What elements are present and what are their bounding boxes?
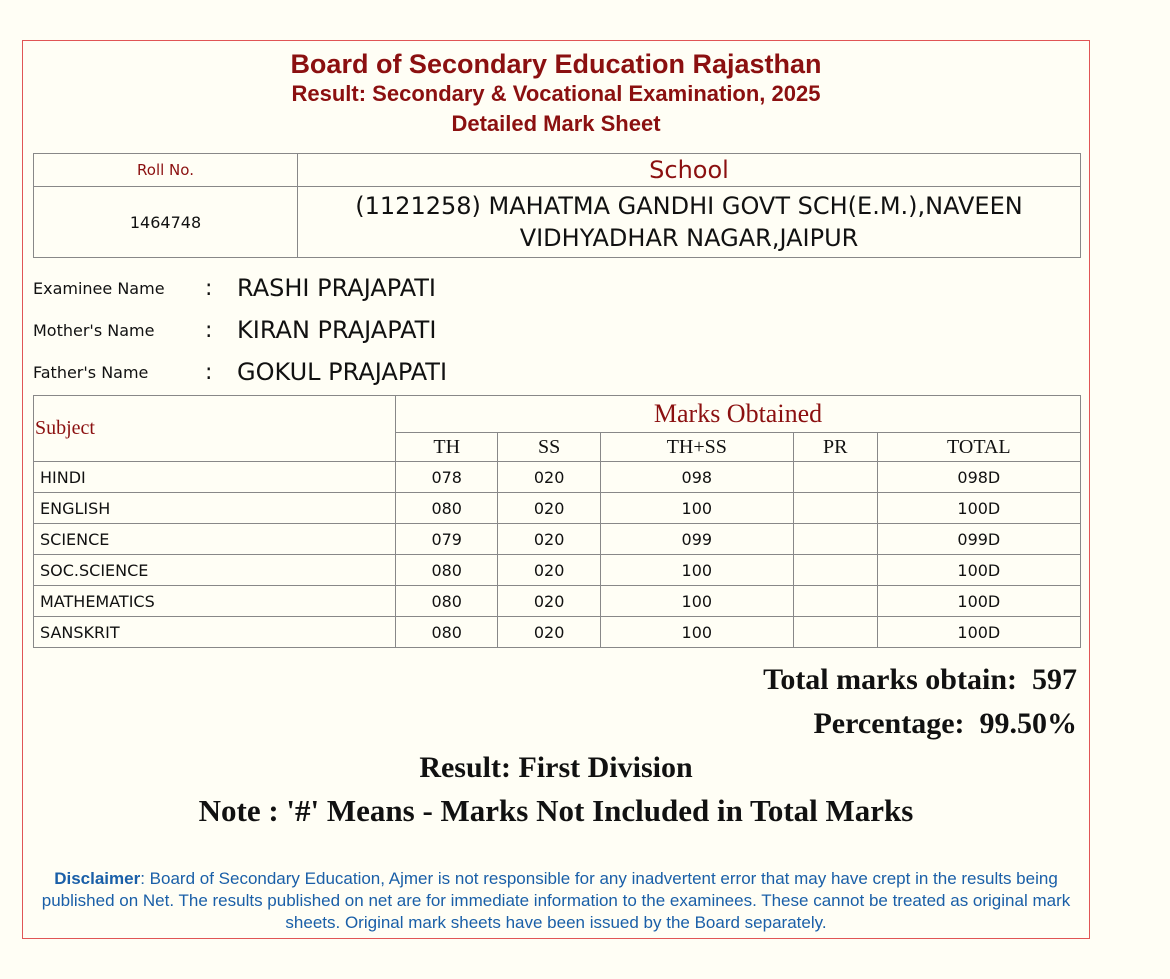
thss-cell: 099 [600, 524, 793, 555]
subject-cell: SOC.SCIENCE [34, 555, 396, 586]
subject-cell: HINDI [34, 462, 396, 493]
thss-cell: 100 [600, 493, 793, 524]
thss-cell: 100 [600, 555, 793, 586]
subject-cell: SANSKRIT [34, 617, 396, 648]
father-name: GOKUL PRAJAPATI [237, 358, 448, 386]
th-cell: 079 [396, 524, 498, 555]
total-cell: 098D [877, 462, 1080, 493]
mark-sheet [22, 40, 1090, 939]
th-cell: 080 [396, 586, 498, 617]
colon: : [205, 359, 213, 385]
total-cell: 100D [877, 493, 1080, 524]
col-header-pr: PR [793, 433, 877, 462]
table-row [34, 493, 1081, 524]
note: Note : '#' Means - Marks Not Included in Total Marks [198, 793, 914, 828]
th-cell: 080 [396, 617, 498, 648]
percentage-value: 99.50% [979, 707, 1077, 740]
subject-cell: MATHEMATICS [34, 586, 396, 617]
total-cell: 100D [877, 586, 1080, 617]
col-header-ss: SS [498, 433, 600, 462]
colon: : [205, 317, 213, 343]
col-header-th: TH [396, 433, 498, 462]
ss-cell: 020 [498, 493, 600, 524]
col-header-total: TOTAL [877, 433, 1080, 462]
percentage [813, 707, 1077, 741]
ss-cell: 020 [498, 586, 600, 617]
pr-cell [793, 493, 877, 524]
names-section [33, 267, 447, 393]
father-label: Father's Name [33, 362, 149, 382]
subject-header: Subject [34, 396, 396, 462]
school-value: (1121258) MAHATMA GANDHI GOVT SCH(E.M.),NAVEEN VIDHYADHAR NAGAR,JAIPUR [298, 187, 1081, 258]
examinee-name: RASHI PRAJAPATI [237, 274, 437, 302]
subject-cell: ENGLISH [34, 493, 396, 524]
roll-no-label: Roll No. [34, 154, 298, 187]
examinee-label: Examinee Name [33, 278, 165, 298]
ss-cell: 020 [498, 555, 600, 586]
roll-school-table [33, 153, 1081, 258]
mother-row [33, 309, 447, 351]
mother-label: Mother's Name [33, 320, 155, 340]
ss-cell: 020 [498, 617, 600, 648]
disclaimer-label: Disclaimer [54, 869, 141, 888]
total-marks-label: Total marks obtain: [763, 663, 1017, 696]
pr-cell [793, 586, 877, 617]
total-cell: 100D [877, 555, 1080, 586]
pr-cell [793, 462, 877, 493]
school-label: School [298, 154, 1081, 187]
header [23, 48, 1089, 140]
result-division: Result: First Division [419, 751, 693, 784]
percentage-label: Percentage: [813, 707, 965, 740]
thss-cell: 100 [600, 586, 793, 617]
roll-no-value: 1464748 [34, 187, 298, 258]
table-row [34, 555, 1081, 586]
ss-cell: 020 [498, 462, 600, 493]
pr-cell [793, 555, 877, 586]
result-title: Result: Secondary & Vocational Examination, 2025 [291, 81, 821, 106]
total-marks [763, 663, 1077, 697]
total-cell: 099D [877, 524, 1080, 555]
subject-cell: SCIENCE [34, 524, 396, 555]
col-header-thss: TH+SS [600, 433, 793, 462]
total-marks-value: 597 [1032, 663, 1077, 696]
marks-table [33, 395, 1081, 648]
th-cell: 078 [396, 462, 498, 493]
marks-obtained-header: Marks Obtained [396, 396, 1081, 433]
th-cell: 080 [396, 493, 498, 524]
thss-cell: 100 [600, 617, 793, 648]
sheet-title: Detailed Mark Sheet [451, 111, 661, 136]
table-row [34, 524, 1081, 555]
disclaimer [29, 868, 1083, 934]
mother-name: KIRAN PRAJAPATI [237, 316, 437, 344]
father-row [33, 351, 447, 393]
th-cell: 080 [396, 555, 498, 586]
examinee-row [33, 267, 447, 309]
ss-cell: 020 [498, 524, 600, 555]
disclaimer-text: : Board of Secondary Education, Ajmer is not responsible for any inadvertent error that may have crept in the results being published on Net. The results published on net are for immediate information to the examinees. These cannot be treated as original mark sheets. Original mark sheets have been issued by the Board separately. [41, 869, 1071, 932]
board-title: Board of Secondary Education Rajasthan [290, 49, 822, 79]
thss-cell: 098 [600, 462, 793, 493]
table-row [34, 617, 1081, 648]
table-row [34, 462, 1081, 493]
colon: : [205, 275, 213, 301]
table-row [34, 586, 1081, 617]
pr-cell [793, 524, 877, 555]
total-cell: 100D [877, 617, 1080, 648]
pr-cell [793, 617, 877, 648]
